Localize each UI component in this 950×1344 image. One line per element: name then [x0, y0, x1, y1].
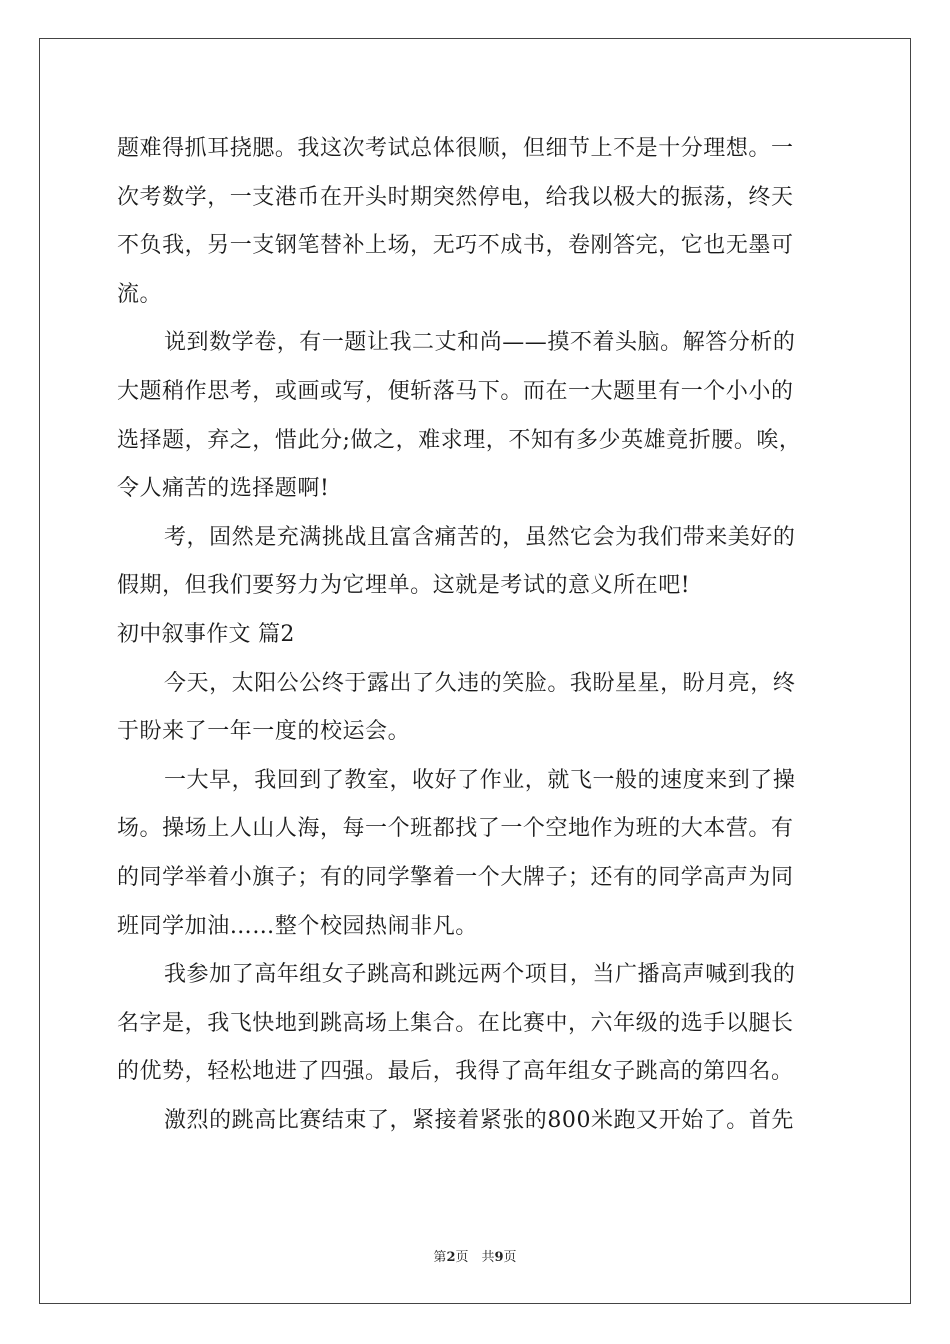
page-number-suffix: 页	[503, 1250, 517, 1265]
text-line: 的同学举着小旗子；有的同学擎着一个大牌子；还有的同学高声为同	[117, 864, 794, 890]
paragraph-start-line: 激烈的跳高比赛结束了，紧接着紧张的800米跑又开始了。首先	[164, 1107, 794, 1133]
text-line: 的优势，轻松地进了四强。最后，我得了高年组女子跳高的第四名。	[117, 1059, 794, 1085]
paragraph-start-line: 我参加了高年组女子跳高和跳远两个项目，当广播高声喊到我的	[164, 962, 796, 988]
page-number-mid: 页 共	[455, 1250, 495, 1265]
document-body	[117, 125, 837, 1145]
text-line: 令人痛苦的选择题啊!	[117, 476, 330, 502]
total-page-count: 9	[494, 1250, 504, 1265]
page-number-prefix: 第	[433, 1250, 447, 1265]
text-line: 题难得抓耳挠腮。我这次考试总体很顺，但细节上不是十分理想。一	[117, 136, 794, 161]
paragraph-start-line: 一大早，我回到了教室，收好了作业，就飞一般的速度来到了操	[164, 767, 796, 793]
current-page-number: 2	[446, 1250, 456, 1265]
text-line: 选择题，弃之，惜此分;做之，难求理，不知有多少英雄竟折腰。唉，	[117, 427, 802, 453]
text-line: 不负我，另一支钢笔替补上场，无巧不成书，卷刚答完，它也无墨可	[117, 233, 794, 259]
text-line: 班同学加油……整个校园热闹非凡。	[117, 913, 478, 939]
paragraph-start-line: 今天，太阳公公终于露出了久违的笑脸。我盼星星，盼月亮，终	[164, 670, 796, 696]
section-heading: 初中叙事作文 篇2	[117, 621, 295, 647]
paragraph-start-line: 说到数学卷，有一题让我二丈和尚——摸不着头脑。解答分析的	[164, 330, 796, 356]
text-line: 大题稍作思考，或画或写，便斩落马下。而在一大题里有一个小小的	[117, 378, 794, 404]
text-line: 流。	[117, 281, 163, 307]
text-line: 次考数学，一支港币在开头时期突然停电，给我以极大的振荡，终天	[117, 184, 794, 210]
text-line: 名字是，我飞快地到跳高场上集合。在比赛中，六年级的选手以腿长	[117, 1010, 794, 1036]
text-line: 假期，但我们要努力为它埋单。这就是考试的意义所在吧!	[117, 573, 691, 599]
page-footer	[0, 1246, 950, 1265]
text-line: 于盼来了一年一度的校运会。	[117, 719, 411, 745]
paragraph-start-line: 考，固然是充满挑战且富含痛苦的，虽然它会为我们带来美好的	[164, 524, 796, 550]
text-line: 场。操场上人山人海，每一个班都找了一个空地作为班的大本营。有	[117, 816, 794, 842]
